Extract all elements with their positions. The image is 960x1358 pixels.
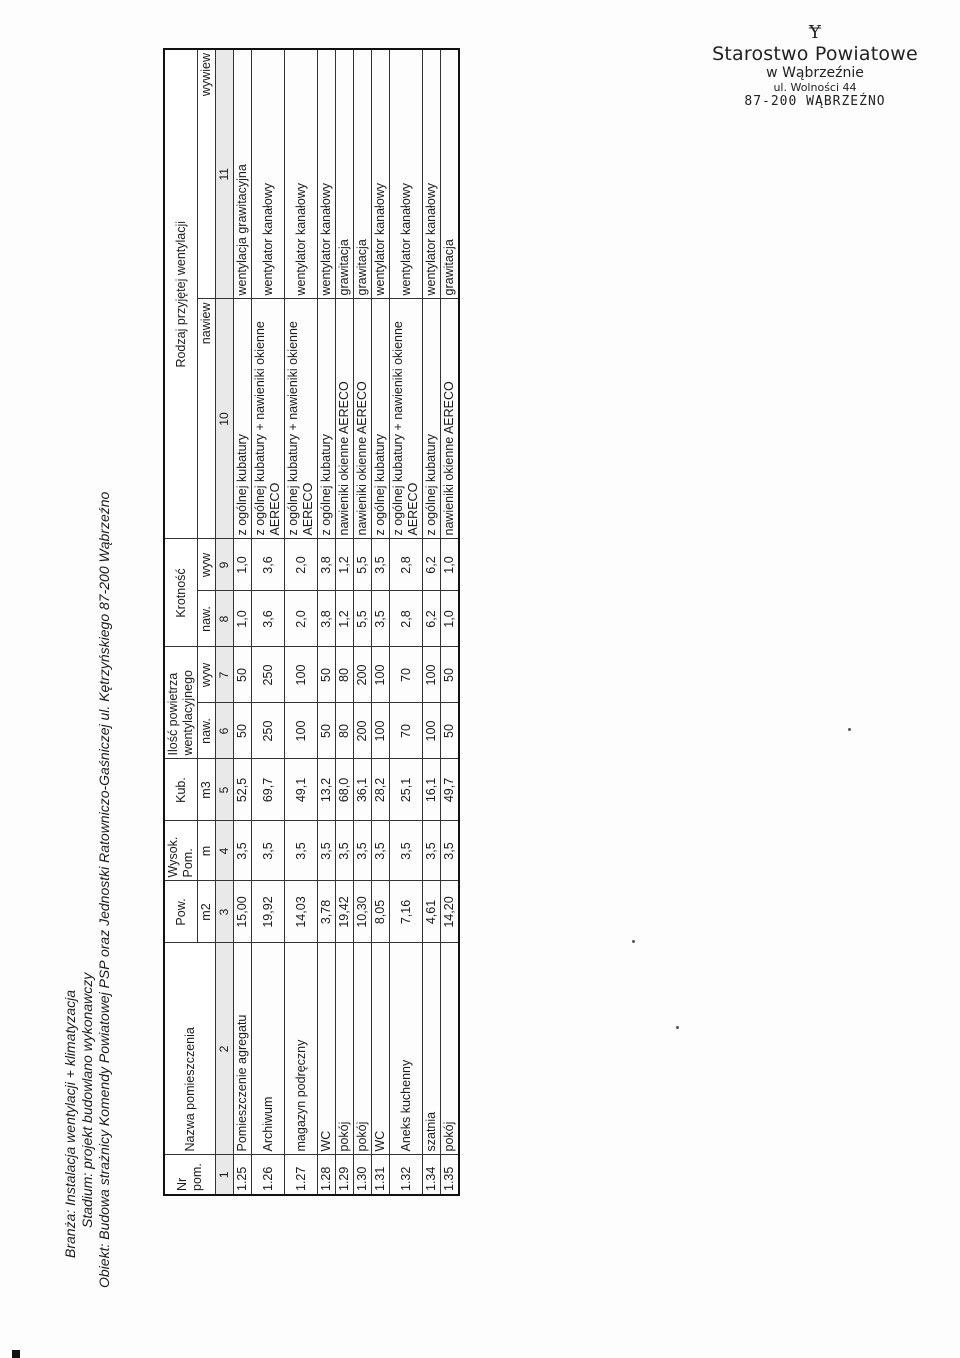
cell-height: 3,5 (285, 821, 318, 881)
cell-name: WC (318, 943, 336, 1155)
cell-area: 19,92 (252, 881, 285, 943)
table-row (252, 49, 285, 1195)
cell-wyw: 100 (285, 647, 318, 703)
col-number: 8 (216, 591, 234, 647)
cell-area: 19,42 (336, 881, 354, 943)
cell-height: 3,5 (318, 821, 336, 881)
cell-area: 15,00 (234, 881, 252, 943)
cell-nawiew: nawieniki okienne AERECO (354, 299, 372, 539)
cell-height: 3,5 (441, 821, 460, 881)
cell-wywiew: wentylator kanałowy (390, 49, 423, 299)
cell-kn: 1,0 (441, 591, 460, 647)
cell-wywiew: wentylator kanałowy (318, 49, 336, 299)
cell-nawiew: z ogólnej kubatury (423, 299, 441, 539)
col-area: Pow. (164, 881, 198, 943)
table-body (234, 49, 460, 1195)
sub-wyw: wyw (198, 647, 216, 703)
cell-area: 3,78 (318, 881, 336, 943)
col-number: 9 (216, 539, 234, 591)
cell-kn: 3,5 (372, 591, 390, 647)
scan-speck (632, 940, 635, 943)
cell-kw: 3,6 (252, 539, 285, 591)
cell-nawiew: z ogólnej kubatury (318, 299, 336, 539)
cell-wywiew: grawitacja (441, 49, 460, 299)
unit-area: m2 (198, 881, 216, 943)
cell-kn: 1,0 (234, 591, 252, 647)
cell-name: pokój (354, 943, 372, 1155)
cell-kw: 3,5 (372, 539, 390, 591)
col-number: 10 (216, 299, 234, 539)
col-number: 3 (216, 881, 234, 943)
cell-height: 3,5 (390, 821, 423, 881)
sub-wyw-rate: wyw (198, 539, 216, 591)
cell-kn: 3,6 (252, 591, 285, 647)
col-number: 7 (216, 647, 234, 703)
header-row-1 (164, 49, 198, 1195)
cell-naw: 200 (354, 703, 372, 759)
cell-volume: 68,0 (336, 759, 354, 821)
header-branza: Branża: Instalacja wentylacji + klimatyzacja (62, 989, 78, 1258)
cell-name: magazyn podręczny (285, 943, 318, 1155)
table-row (234, 49, 252, 1195)
cell-naw: 50 (318, 703, 336, 759)
cell-volume: 52,5 (234, 759, 252, 821)
cell-nawiew: nawieniki okienne AERECO (441, 299, 460, 539)
cell-volume: 16,1 (423, 759, 441, 821)
col-nr: Nr pom. (164, 1155, 216, 1195)
col-number: 2 (216, 943, 234, 1155)
sub-naw-rate: naw. (198, 591, 216, 647)
cell-nawiew: z ogólnej kubatury (234, 299, 252, 539)
cell-height: 3,5 (234, 821, 252, 881)
table-row (354, 49, 372, 1195)
cell-volume: 36,1 (354, 759, 372, 821)
cell-naw: 80 (336, 703, 354, 759)
cell-wyw: 80 (336, 647, 354, 703)
cell-kn: 2,0 (285, 591, 318, 647)
office-stamp (700, 22, 930, 109)
cell-nr: 1.29 (336, 1155, 354, 1195)
cell-volume: 69,7 (252, 759, 285, 821)
cell-wyw: 50 (234, 647, 252, 703)
cell-nr: 1.28 (318, 1155, 336, 1195)
col-height: Wysok. Pom. (164, 821, 198, 881)
cell-wyw: 100 (372, 647, 390, 703)
cell-nr: 1.27 (285, 1155, 318, 1195)
cell-naw: 250 (252, 703, 285, 759)
col-number: 1 (216, 1155, 234, 1195)
cell-wyw: 50 (441, 647, 460, 703)
cell-area: 7,16 (390, 881, 423, 943)
col-airflow: Ilość powietrza wentylacyjnego (164, 647, 198, 759)
col-rate: Krotność (164, 539, 198, 647)
cell-kn: 5,5 (354, 591, 372, 647)
cell-height: 3,5 (336, 821, 354, 881)
cell-kw: 3,8 (318, 539, 336, 591)
cell-wyw: 250 (252, 647, 285, 703)
cell-nawiew: z ogólnej kubatury + nawieniki okienne AERECO (252, 299, 285, 539)
stamp-line-1: Starostwo Powiatowe (712, 43, 918, 65)
cell-wywiew: grawitacja (336, 49, 354, 299)
ventilation-table (163, 48, 460, 1196)
scan-speck (848, 728, 851, 731)
cell-area: 14,03 (285, 881, 318, 943)
col-volume: Kub. (164, 759, 198, 821)
cell-kw: 1,0 (441, 539, 460, 591)
cell-nr: 1.35 (441, 1155, 460, 1195)
cell-nawiew: nawieniki okienne AERECO (336, 299, 354, 539)
cell-area: 4,61 (423, 881, 441, 943)
cell-nr: 1.32 (390, 1155, 423, 1195)
cell-name: szatnia (423, 943, 441, 1155)
cell-volume: 49,7 (441, 759, 460, 821)
cell-volume: 25,1 (390, 759, 423, 821)
table-row (390, 49, 423, 1195)
cell-volume: 28,2 (372, 759, 390, 821)
cell-kw: 5,5 (354, 539, 372, 591)
cell-kw: 6,2 (423, 539, 441, 591)
cell-kw: 1,2 (336, 539, 354, 591)
scan-speck (676, 1026, 679, 1029)
cell-name: Archiwum (252, 943, 285, 1155)
column-number-row (216, 49, 234, 1195)
cell-naw: 50 (441, 703, 460, 759)
cell-nr: 1.26 (252, 1155, 285, 1195)
cell-kn: 2,8 (390, 591, 423, 647)
cell-area: 10,30 (354, 881, 372, 943)
cell-nr: 1.31 (372, 1155, 390, 1195)
sub-wywiew: wywiew (198, 49, 216, 299)
table-row (441, 49, 460, 1195)
col-number: 11 (216, 49, 234, 299)
cell-kw: 1,0 (234, 539, 252, 591)
cell-height: 3,5 (372, 821, 390, 881)
cell-kn: 1,2 (336, 591, 354, 647)
header-stadium: Stadium: projekt budowlano wykonawczy (79, 972, 95, 1228)
stamp-line-2: w Wąbrzeźnie (766, 65, 864, 81)
col-number: 6 (216, 703, 234, 759)
cell-name: pokój (336, 943, 354, 1155)
table-row (372, 49, 390, 1195)
cell-wywiew: wentylator kanałowy (252, 49, 285, 299)
cell-nawiew: z ogólnej kubatury (372, 299, 390, 539)
unit-volume: m3 (198, 759, 216, 821)
cell-wywiew: grawitacja (354, 49, 372, 299)
cell-nawiew: z ogólnej kubatury + nawieniki okienne AERECO (390, 299, 423, 539)
cell-naw: 100 (372, 703, 390, 759)
cell-nr: 1.25 (234, 1155, 252, 1195)
cell-height: 3,5 (423, 821, 441, 881)
cell-wywiew: wentylacja grawitacyjna (234, 49, 252, 299)
sub-nawiew: nawiew (198, 299, 216, 539)
cell-volume: 49,1 (285, 759, 318, 821)
cell-wyw: 100 (423, 647, 441, 703)
cell-naw: 100 (285, 703, 318, 759)
cell-name: pokój (441, 943, 460, 1155)
stamp-signature: Ɏ (809, 22, 821, 43)
cell-wyw: 200 (354, 647, 372, 703)
cell-height: 3,5 (354, 821, 372, 881)
table-row (285, 49, 318, 1195)
cell-kn: 3,8 (318, 591, 336, 647)
cell-height: 3,5 (252, 821, 285, 881)
cell-area: 14,20 (441, 881, 460, 943)
cell-naw: 50 (234, 703, 252, 759)
unit-height: m (198, 821, 216, 881)
cell-nr: 1.30 (354, 1155, 372, 1195)
cell-kw: 2,0 (285, 539, 318, 591)
cell-wyw: 50 (318, 647, 336, 703)
cell-wywiew: wentylator kanałowy (423, 49, 441, 299)
cell-area: 8,05 (372, 881, 390, 943)
col-number: 4 (216, 821, 234, 881)
scan-mark (12, 1350, 20, 1358)
col-number: 5 (216, 759, 234, 821)
cell-volume: 13,2 (318, 759, 336, 821)
cell-name: Aneks kuchenny (390, 943, 423, 1155)
table-row (318, 49, 336, 1195)
cell-name: WC (372, 943, 390, 1155)
col-name: Nazwa pomieszczenia (164, 943, 216, 1155)
stamp-line-3: ul. Wolności 44 (773, 81, 857, 94)
cell-naw: 70 (390, 703, 423, 759)
cell-nawiew: z ogólnej kubatury + nawieniki okienne AERECO (285, 299, 318, 539)
cell-wyw: 70 (390, 647, 423, 703)
cell-wywiew: wentylator kanałowy (372, 49, 390, 299)
sub-naw: naw. (198, 703, 216, 759)
cell-wywiew: wentylator kanałowy (285, 49, 318, 299)
table-row (423, 49, 441, 1195)
stamp-line-4: 87-200 WĄBRZEŹNO (744, 94, 886, 109)
col-type: Rodzaj przyjętej wentylacji (164, 49, 198, 539)
header-obiekt: Obiekt: Budowa strażnicy Komendy Powiatowej PSP oraz Jednostki Ratowniczo-Gaśniczej ul. Kętrzyńskiego 87-200 Wąbrzeźno (96, 491, 112, 1288)
cell-naw: 100 (423, 703, 441, 759)
cell-kw: 2,8 (390, 539, 423, 591)
cell-kn: 6,2 (423, 591, 441, 647)
table-row (336, 49, 354, 1195)
cell-nr: 1.34 (423, 1155, 441, 1195)
cell-name: Pomieszczenie agregatu (234, 943, 252, 1155)
